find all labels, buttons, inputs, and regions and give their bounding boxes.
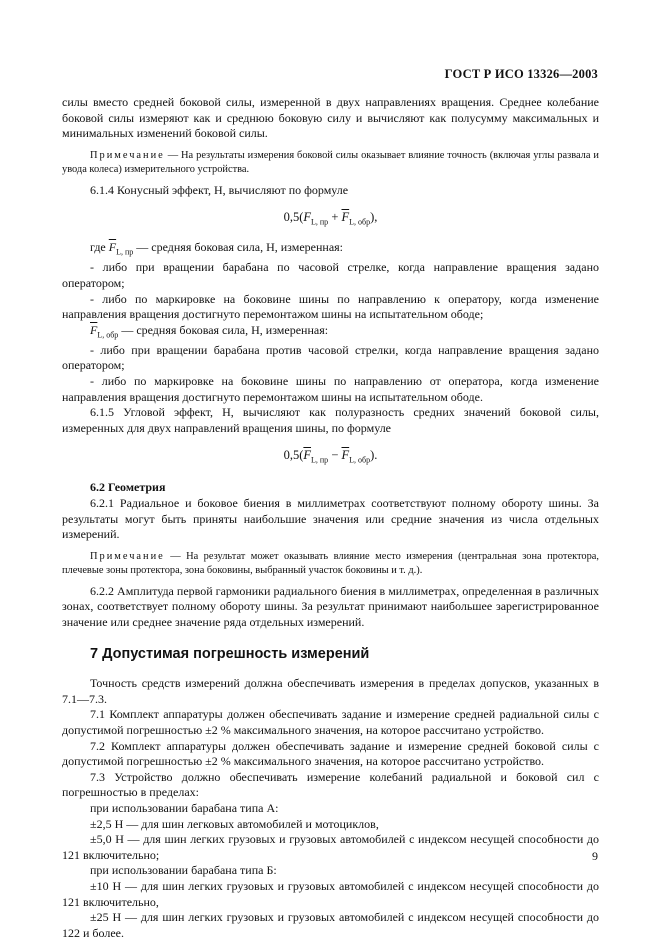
note-text: — На результаты измерения боковой силы оказывает влияние точность (включая углы развала и увода колеса) измерительного устройства.	[62, 149, 599, 175]
list-item: ±2,5 Н — для шин легковых автомобилей и мотоциклов,	[90, 816, 379, 831]
section-heading-7: 7 Допустимая погрешность измерений	[90, 645, 370, 662]
clause-7-2: 7.2 Комплект аппаратуры должен обеспечивать задание и измерение средней боковой силы с допустимой погрешностью ±2 % максимального значения, на которое рассчитано устройство.	[62, 738, 599, 769]
formula-angle-effect: $0,5(\overline{F}_{L, пр} - \overline{F}_{L, обр})$.	[283, 448, 378, 465]
where-definition: где $\overline{F}_{L, пр}$ — средняя боковая сила, Н, измеренная:	[90, 240, 344, 257]
formula-conicity: $0,5(F_{L, пр} + \overline{F}_{L, обр})$,	[283, 210, 378, 227]
paragraph: силы вместо средней боковой силы, измеренной в двух направлениях вращения. Среднее колебание боковой силы измеряют как и среднюю боковую силу и вычисляют как полусумму максимальных и минимальных изменений боковой силы.	[62, 95, 599, 141]
clause-6-2-2: 6.2.2 Амплитуда первой гармоники радиального биения в миллиметрах, определенная в различных зонах, соответствует полному обороту шины. За результат принимают наибольшее зарегистрированное значение или среднее значение ряда отдельных измерений.	[62, 583, 599, 630]
clause-7-3: 7.3 Устройство должно обеспечивать измерение колебаний радиальной и боковой сил с погрешностью в пределах:	[62, 769, 599, 800]
note-text: — На результат может оказывать влияние место измерения (центральная зона протектора, плечевые зоны протектора, зона боковины, выбранный участок боковины и т. д.).	[62, 550, 599, 576]
list-item: - либо по маркировке на боковине шины по направлению от оператора, когда изменение направления вращения достигнуто перемонтажом шины на испытательном ободе.	[62, 374, 599, 404]
list-item: при использовании барабана типа Б:	[90, 863, 277, 878]
clause-6-2-1: 6.2.1 Радиальное и боковое биения в миллиметрах соответствуют полному обороту шины. За результаты могут быть приняты наибольшие значения или средние значения из числа отдельных измерений.	[62, 496, 599, 542]
note	[62, 550, 599, 578]
page-number: 9	[592, 849, 598, 863]
note-label: Примечание	[90, 550, 165, 562]
list-item: - либо при вращении барабана по часовой стрелке, когда направление вращения задано оператором;	[62, 260, 599, 291]
note	[62, 149, 599, 177]
list-item: ±5,0 Н — для шин легких грузовых и грузовых автомобилей с индексом несущей способности до 121 включительно;	[62, 832, 599, 862]
where-definition: $\overline{F}_{L, обр}$ — средняя боковая сила, Н, измеренная:	[90, 322, 329, 340]
list-item: ±25 Н — для шин легких грузовых и грузовых автомобилей с индексом несущей способности до 122 и более.	[62, 910, 599, 940]
list-item: при использовании барабана типа А:	[90, 800, 279, 815]
clause-6-1-4: 6.1.4 Конусный эффект, Н, вычисляют по формуле	[90, 182, 349, 197]
standard-code-header: ГОСТ Р ИСО 13326—2003	[444, 67, 598, 81]
list-item: - либо по маркировке на боковине шины по направлению к оператору, когда изменение направления вращения достигнуто перемонтажом шины на испытательном ободе;	[62, 291, 599, 322]
list-item: ±10 Н — для шин легких грузовых и грузовых автомобилей с индексом несущей способности до 121 включительно,	[62, 878, 599, 909]
list-item: - либо при вращении барабана против часовой стрелки, когда направление вращения задано оператором;	[62, 342, 599, 373]
note-label: Примечание	[90, 149, 165, 161]
clause-6-1-5: 6.1.5 Угловой эффект, Н, вычисляют как полуразность средних значений боковой силы, измеренных для двух направлений вращения шины, по формуле	[62, 405, 599, 435]
section-heading-6-2: 6.2 Геометрия	[90, 480, 166, 495]
page-content	[62, 95, 599, 941]
clause-7-1: 7.1 Комплект аппаратуры должен обеспечивать задание и измерение средней радиальной силы с допустимой погрешностью ±2 % максимального значения, на которое рассчитано устройство.	[62, 707, 599, 737]
paragraph: Точность средств измерений должна обеспечивать измерения в пределах допусков, указанных в 7.1—7.3.	[62, 676, 599, 706]
